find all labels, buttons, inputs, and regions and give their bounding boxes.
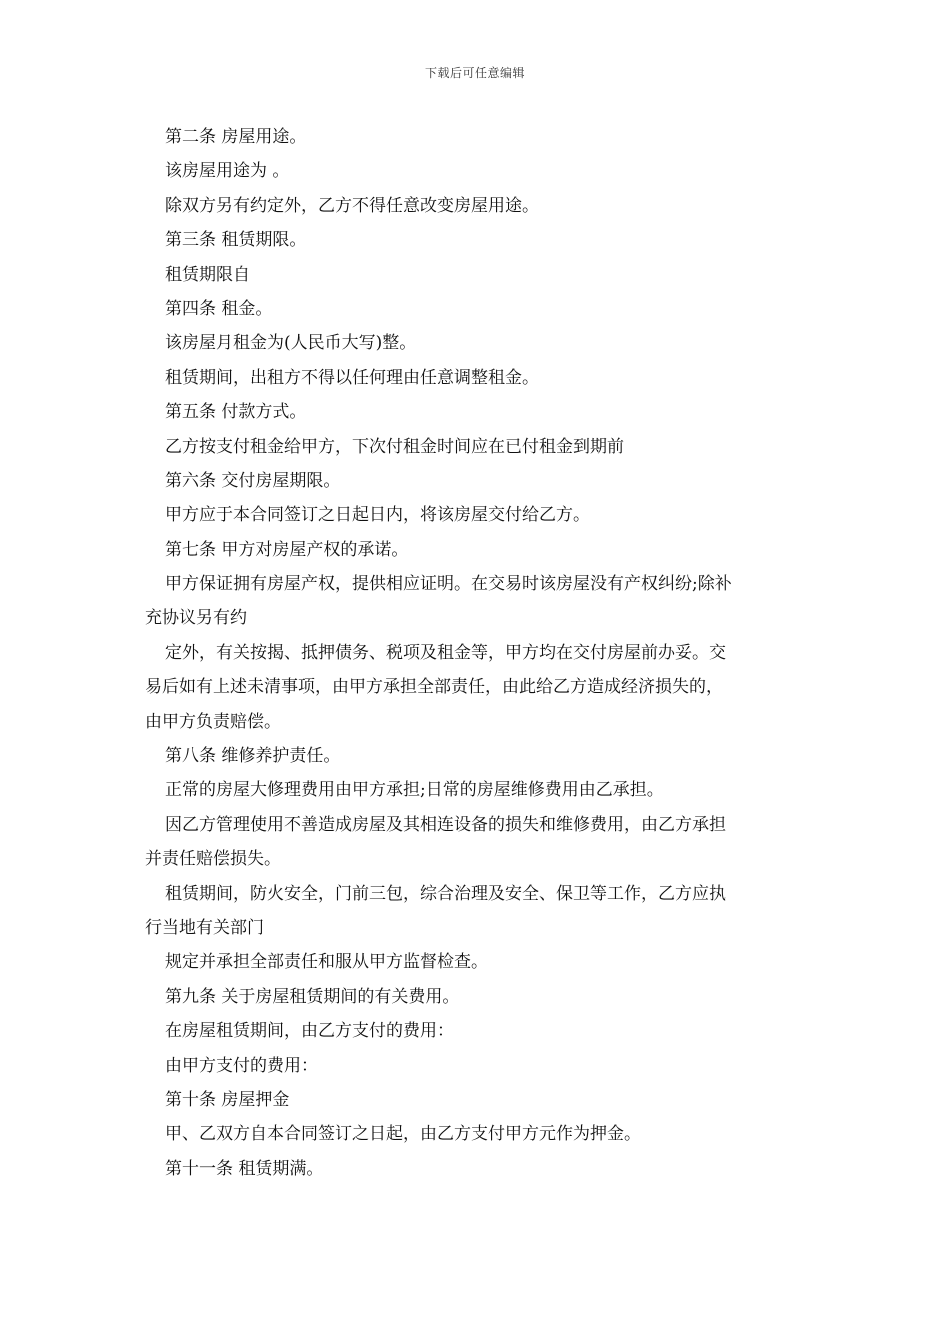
text-line: 规定并承担全部责任和服从甲方监督检查。 [165, 952, 488, 973]
text-line: 在房屋租赁期间，由乙方支付的费用： [165, 1021, 454, 1042]
text-line: 第三条 租赁期限。 [165, 230, 307, 251]
text-line: 租赁期限自 [165, 264, 250, 285]
text-line: 由甲方支付的费用： [165, 1055, 318, 1076]
text-line: 甲方保证拥有房屋产权，提供相应证明。在交易时该房屋没有产权纠纷;除补 [165, 574, 732, 595]
text-line: 第九条 关于房屋租赁期间的有关费用。 [165, 986, 460, 1007]
text-line: 第六条 交付房屋期限。 [165, 470, 341, 491]
text-line: 该房屋用途为 。 [165, 161, 290, 182]
text-line: 正常的房屋大修理费用由甲方承担;日常的房屋维修费用由乙承担。 [165, 780, 664, 801]
text-line: 除双方另有约定外，乙方不得任意改变房屋用途。 [165, 195, 539, 216]
text-line: 第二条 房屋用途。 [165, 127, 307, 147]
text-line: 租赁期间，出租方不得以任何理由任意调整租金。 [165, 367, 539, 388]
text-line: 甲方应于本合同签订之日起日内，将该房屋交付给乙方。 [165, 505, 590, 526]
text-line: 第十一条 租赁期满。 [165, 1158, 324, 1179]
text-line: 第五条 付款方式。 [165, 402, 307, 423]
text-line: 因乙方管理使用不善造成房屋及其相连设备的损失和维修费用，由乙方承担 [165, 814, 726, 835]
text-line: 易后如有上述未清事项，由甲方承担全部责任，由此给乙方造成经济损失的， [145, 677, 723, 698]
page-header: 下载后可任意编辑 [424, 66, 525, 80]
text-line: 充协议另有约 [145, 608, 247, 629]
document-body [145, 120, 810, 1186]
text-line: 并责任赔偿损失。 [145, 849, 281, 870]
text-line: 第十条 房屋押金 [165, 1089, 290, 1110]
text-line: 该房屋月租金为(人民币大写)整。 [165, 333, 417, 354]
text-line: 第七条 甲方对房屋产权的承诺。 [165, 539, 409, 560]
text-line: 甲、乙双方自本合同签订之日起，由乙方支付甲方元作为押金。 [165, 1124, 641, 1145]
text-line: 第四条 租金。 [165, 298, 273, 319]
text-line: 乙方按支付租金给甲方，下次付租金时间应在已付租金到期前 [165, 436, 624, 457]
text-line: 定外，有关按揭、抵押债务、税项及租金等，甲方均在交付房屋前办妥。交 [165, 642, 726, 663]
text-line: 行当地有关部门 [145, 917, 264, 938]
text-line: 由甲方负责赔偿。 [145, 711, 281, 732]
text-line: 租赁期间，防火安全，门前三包，综合治理及安全、保卫等工作，乙方应执 [165, 883, 726, 904]
text-line: 第八条 维修养护责任。 [165, 746, 341, 767]
